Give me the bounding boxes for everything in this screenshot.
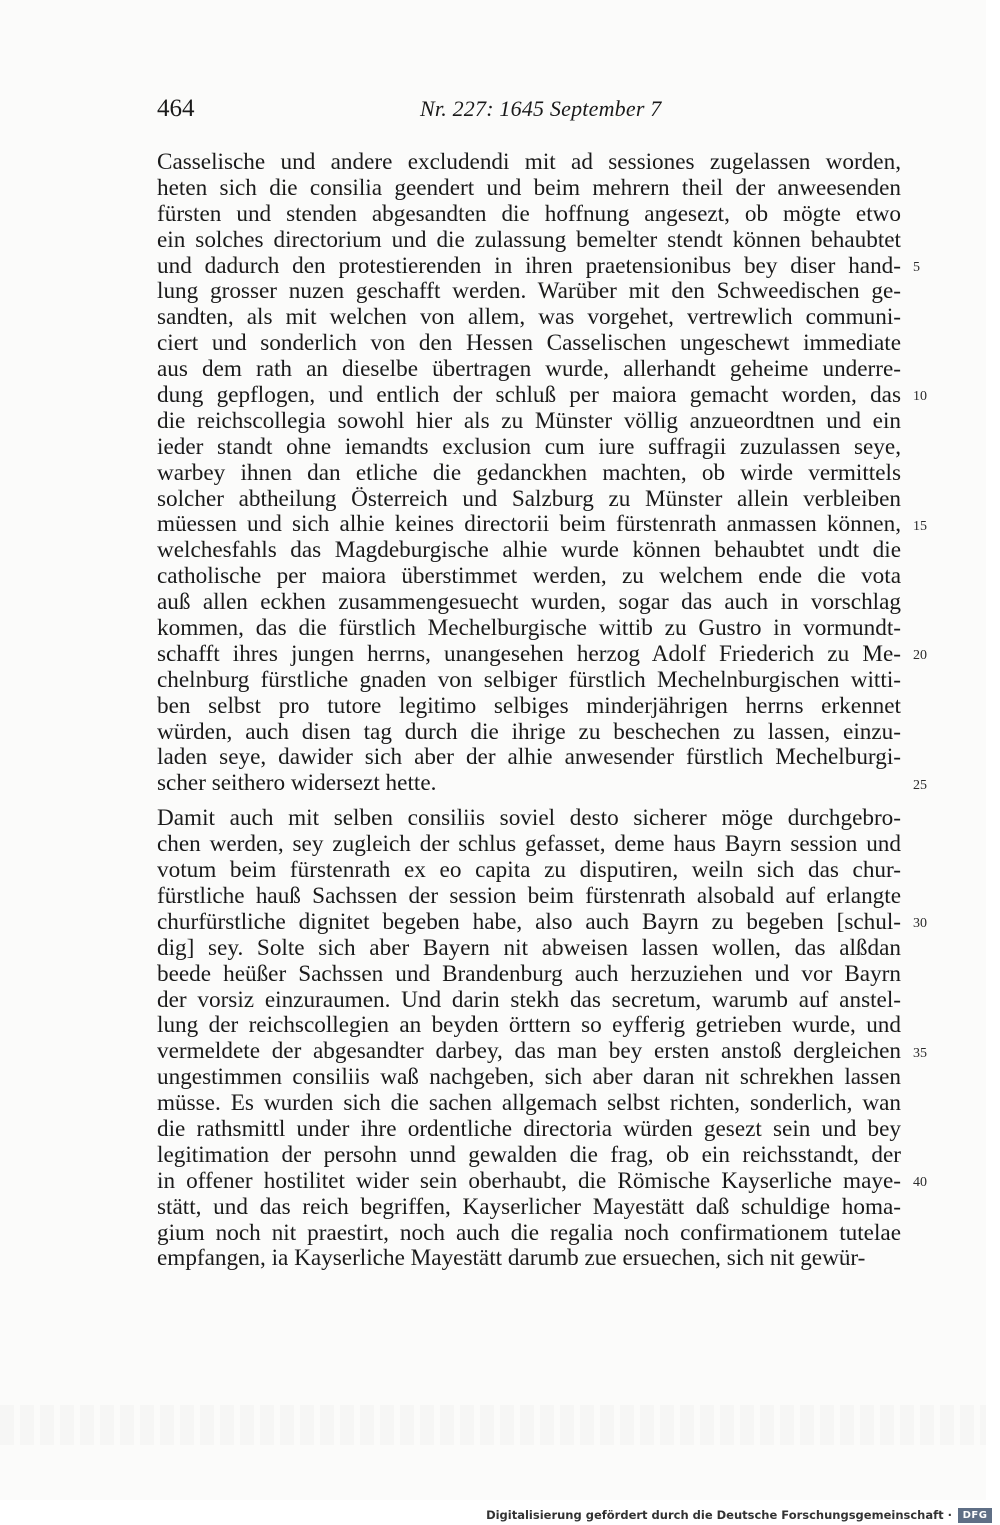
text-line: in offener hostilitet wider sein oberhaubt, die Römische Kayserliche maye- bbox=[157, 1167, 901, 1194]
margin-line-number: 30 bbox=[913, 916, 927, 932]
text-line: catholische per maiora überstimmet werden, zu welchem ende die vota bbox=[157, 563, 901, 590]
text-line: lung der reichscollegien an beyden örttern so eyfferig getrieben wurde, und bbox=[157, 1012, 901, 1039]
text-line: die reichscollegia sowohl hier als zu Münster völlig anzueordtnen und ein bbox=[157, 407, 901, 434]
text-line: legitimation der persohn unnd gewalden die frag, ob ein reichsstandt, der bbox=[157, 1141, 901, 1168]
text-line: chelnburg fürstliche gnaden von selbiger fürstlich Mechelnburgischen witti- bbox=[157, 666, 901, 693]
margin-line-number: 35 bbox=[913, 1045, 927, 1061]
text-line: fürsten und stenden abgesandten die hoffnung angesezt, ob mögte etwo bbox=[157, 200, 901, 227]
margin-line-number: 15 bbox=[913, 518, 927, 534]
text-line: dig] sey. Solte sich aber Bayern nit abweisen lassen wollen, das alßdan bbox=[157, 934, 901, 961]
text-line: scher seithero widersezt hette. bbox=[157, 770, 437, 797]
text-line: beede heüßer Sachssen und Brandenburg auch herzuziehen und vor Bayrn bbox=[157, 960, 901, 987]
body-text bbox=[157, 150, 901, 1272]
page-number: 464 bbox=[157, 95, 195, 122]
margin-line-number: 10 bbox=[913, 389, 927, 405]
text-line: dung gepflogen, und entlich der schluß per maiora gemacht worden, das bbox=[157, 382, 901, 409]
text-line: ieder standt ohne iemandts exclusion cum iure suffragii zuzulassen seye, bbox=[157, 433, 901, 460]
text-line: churfürstliche dignitet begeben habe, also auch Bayrn zu begeben [schul- bbox=[157, 908, 901, 935]
margin-line-number: 25 bbox=[913, 777, 927, 793]
text-line: ein solches directorium und die zulassung bemelter stendt können behaubtet bbox=[157, 226, 901, 253]
digitization-footer: Digitalisierung gefördert durch die Deutsche Forschungsgemeinschaft · bbox=[486, 1508, 952, 1522]
text-line: votum beim fürstenrath ex eo capita zu disputiren, weiln sich das chur- bbox=[157, 857, 901, 884]
text-line: müsse. Es wurden sich die sachen allgemach selbst richten, sonderlich, wan bbox=[157, 1090, 901, 1117]
scan-edge-artifact bbox=[0, 1405, 986, 1445]
text-line: gium noch nit praestirt, noch auch die regalia noch confirmationem tutelae bbox=[157, 1219, 901, 1246]
text-line: aus dem rath an dieselbe übertragen wurde, allerhandt geheime underre- bbox=[157, 356, 901, 383]
text-line: lung grosser nuzen geschafft werden. Warüber mit den Schweedischen ge- bbox=[157, 278, 901, 305]
text-line: heten sich die consilia geendert und beim mehrern theil der anweesenden bbox=[157, 174, 901, 201]
text-line: ben selbst pro tutore legitimo selbiges minderjährigen herrns erkennet bbox=[157, 692, 901, 719]
text-line: welchesfahls das Magdeburgische alhie wurde können behaubtet undt die bbox=[157, 537, 901, 564]
dfg-logo: DFG bbox=[958, 1508, 992, 1523]
text-line: auß allen eckhen zusammengesuecht wurden, sogar das auch in vorschlag bbox=[157, 589, 901, 616]
text-line: laden seye, dawider sich aber der alhie anwesender fürstlich Mechelburgi- bbox=[157, 744, 901, 771]
text-line: Damit auch mit selben consiliis soviel desto sicherer möge durchgebro- bbox=[157, 805, 901, 832]
text-line: Casselische und andere excludendi mit ad sessiones zugelassen worden, bbox=[157, 149, 901, 175]
text-line: die rathsmittl under ihre ordentliche directoria würden gesezt sein und bey bbox=[157, 1115, 901, 1142]
text-line: der vorsiz einzuraumen. Und darin stekh das secretum, warumb auf anstel- bbox=[157, 986, 901, 1013]
text-line: solcher abtheilung Österreich und Salzburg zu Münster allein verbleiben bbox=[157, 485, 901, 512]
paragraph bbox=[157, 150, 901, 797]
margin-line-number: 5 bbox=[913, 259, 920, 275]
text-line: sandten, als mit welchen von allem, was vorgehet, vertrewlich communi- bbox=[157, 304, 901, 331]
text-line: müessen und sich alhie keines directorii beim fürstenrath anmassen können, bbox=[157, 511, 901, 538]
text-line: chen werden, sey zugleich der schlus gefasset, deme haus Bayrn session und bbox=[157, 831, 901, 858]
text-line: ciert und sonderlich von den Hessen Casselischen ungeschewt immediate bbox=[157, 330, 901, 357]
text-line: schafft ihres jungen herrns, unangesehen herzog Adolf Friederich zu Me- bbox=[157, 640, 901, 667]
running-head: Nr. 227: 1645 September 7 bbox=[420, 96, 662, 121]
margin-line-number: 40 bbox=[913, 1175, 927, 1191]
paragraph bbox=[157, 806, 901, 1272]
text-line: würden, auch disen tag durch die ihrige zu beschechen zu lassen, einzu- bbox=[157, 718, 901, 745]
text-line: empfangen, ia Kayserliche Mayestätt darumb zue ersuechen, sich nit gewür- bbox=[157, 1245, 866, 1272]
margin-line-number: 20 bbox=[913, 648, 927, 664]
text-line: warbey ihnen dan etliche die gedanckhen machten, ob wirde vermittels bbox=[157, 459, 901, 486]
text-line: vermeldete der abgesandter darbey, das man bey ersten anstoß dergleichen bbox=[157, 1038, 901, 1065]
text-line: fürstliche hauß Sachssen der session beim fürstenrath alsobald auf erlangte bbox=[157, 882, 901, 909]
text-line: ungestimmen consiliis waß nachgeben, sich aber daran nit schrekhen lassen bbox=[157, 1064, 901, 1091]
text-line: stätt, und das reich begriffen, Kayserlicher Mayestätt daß schuldige homa- bbox=[157, 1193, 901, 1220]
text-line: und dadurch den protestierenden in ihren praetensionibus bey diser hand- bbox=[157, 252, 901, 279]
text-line: kommen, das die fürstlich Mechelburgische wittib zu Gustro in vormundt- bbox=[157, 615, 901, 642]
